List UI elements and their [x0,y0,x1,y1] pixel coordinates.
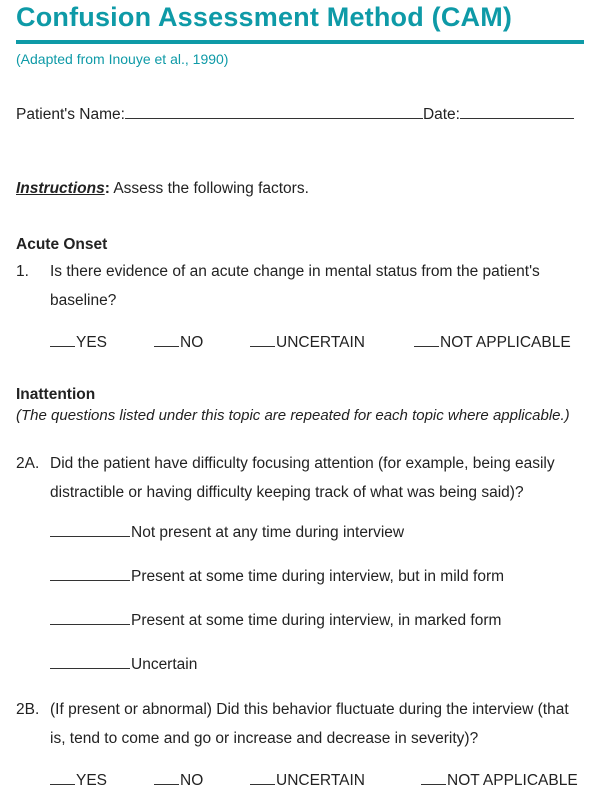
checkbox-blank[interactable] [50,535,130,537]
option-label: NOT APPLICABLE [440,334,571,351]
question-text-2a: Did the patient have difficulty focusing attention (for example, being easily distractible or having difficulty keeping track of what was being said)? [50,455,555,501]
checkbox-blank[interactable] [50,783,75,785]
date-field[interactable] [460,117,574,119]
checkbox-blank[interactable] [50,667,130,669]
instructions-label: Instructions [16,180,105,197]
question-text-2b: (If present or abnormal) Did this behavior fluctuate during the interview (that is, tend to come and go or increase and decrease in severity)? [50,701,569,747]
option-label: NO [180,772,204,789]
instructions-colon: : [104,180,110,197]
checkbox-blank[interactable] [50,623,130,625]
option-label: Present at some time during interview, but in mild form [131,568,505,585]
checkbox-blank[interactable] [414,345,439,347]
section-heading-acute-onset: Acute Onset [16,236,108,253]
instructions-text: Assess the following factors. [109,180,309,197]
patient-info-row [16,106,574,124]
checkbox-blank[interactable] [250,345,275,347]
option-label: NOT APPLICABLE [447,772,578,789]
checkbox-blank[interactable] [421,783,446,785]
q1-option-yes[interactable] [50,334,107,352]
option-label: YES [76,334,108,351]
question-number-2b: 2B. [16,701,40,718]
date-label: Date: [422,106,460,123]
q1-option-uncertain[interactable] [250,334,365,352]
option-label: UNCERTAIN [276,334,365,351]
option-label: Uncertain [131,656,198,673]
option-label: Not present at any time during interview [131,524,405,541]
patient-name-field[interactable] [125,117,423,119]
q1-option-not-applicable[interactable] [414,334,571,352]
page-title: Confusion Assessment Method (CAM) [16,2,513,32]
q2a-option-1[interactable] [50,524,404,542]
option-label: UNCERTAIN [276,772,365,789]
option-label: NO [180,334,204,351]
checkbox-blank[interactable] [154,783,179,785]
section-note: (The questions listed under this topic are repeated for each topic where applicable.) [16,407,570,424]
question-text-1: Is there evidence of an acute change in mental status from the patient's baseline? [50,263,540,309]
q2b-option-uncertain[interactable] [250,772,365,790]
checkbox-blank[interactable] [50,345,75,347]
instructions [16,180,309,198]
question-number-1: 1. [16,263,29,280]
option-label: Present at some time during interview, in marked form [131,612,502,629]
checkbox-blank[interactable] [250,783,275,785]
q2b-option-not-applicable[interactable] [421,772,578,790]
q2a-option-3[interactable] [50,612,501,630]
q2a-option-4[interactable] [50,656,197,674]
source-citation: (Adapted from Inouye et al., 1990) [16,51,229,67]
q2a-option-2[interactable] [50,568,504,586]
section-heading-inattention: Inattention [16,386,96,403]
title-divider [16,40,584,44]
option-label: YES [76,772,108,789]
question-number-2a: 2A. [16,455,40,472]
patient-name-label: Patient's Name: [16,106,125,123]
q1-option-no[interactable] [154,334,203,352]
checkbox-blank[interactable] [154,345,179,347]
checkbox-blank[interactable] [50,579,130,581]
q2b-option-no[interactable] [154,772,203,790]
q2b-option-yes[interactable] [50,772,107,790]
